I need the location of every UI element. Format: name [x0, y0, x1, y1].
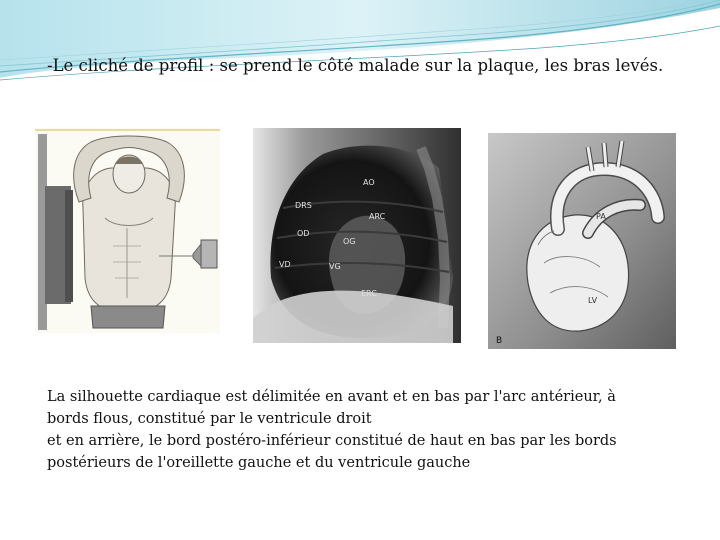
patient-lateral-position-illustration — [35, 128, 220, 333]
caption-line-3: et en arrière, le bord postéro-inférieur constitué de haut en bas par les bords — [47, 433, 617, 449]
xray-label-ao: AO — [363, 178, 375, 187]
xray-label-drs: DRS — [295, 201, 312, 210]
header-swoosh-decoration — [0, 0, 720, 90]
heart-label-lv: LV — [588, 296, 598, 305]
xray-label-erc: ERC — [361, 289, 377, 298]
slide-heading: -Le cliché de profil : se prend le côté malade sur la plaque, les bras levés. — [47, 56, 664, 75]
heart-panel-letter: B — [496, 336, 503, 346]
xray-label-vd: VD — [279, 260, 291, 269]
xray-label-od: OD — [297, 229, 310, 238]
xray-label-vg: VG — [329, 262, 341, 271]
caption-line-4: postérieurs de l'oreillette gauche et du ventricule gauche — [47, 455, 471, 471]
caption-line-1: La silhouette cardiaque est délimitée en avant et en bas par l'arc antérieur, à — [47, 389, 616, 405]
heart-label-pa: PA — [596, 212, 606, 221]
xray-label-arc: ARC — [369, 212, 386, 221]
heart-anatomy-drawing — [488, 133, 676, 349]
caption-line-2: bords flous, constitué par le ventricule droit — [47, 411, 372, 427]
xray-label-og: OG — [343, 237, 356, 246]
lateral-chest-xray — [253, 128, 461, 343]
slide-caption — [47, 386, 687, 474]
